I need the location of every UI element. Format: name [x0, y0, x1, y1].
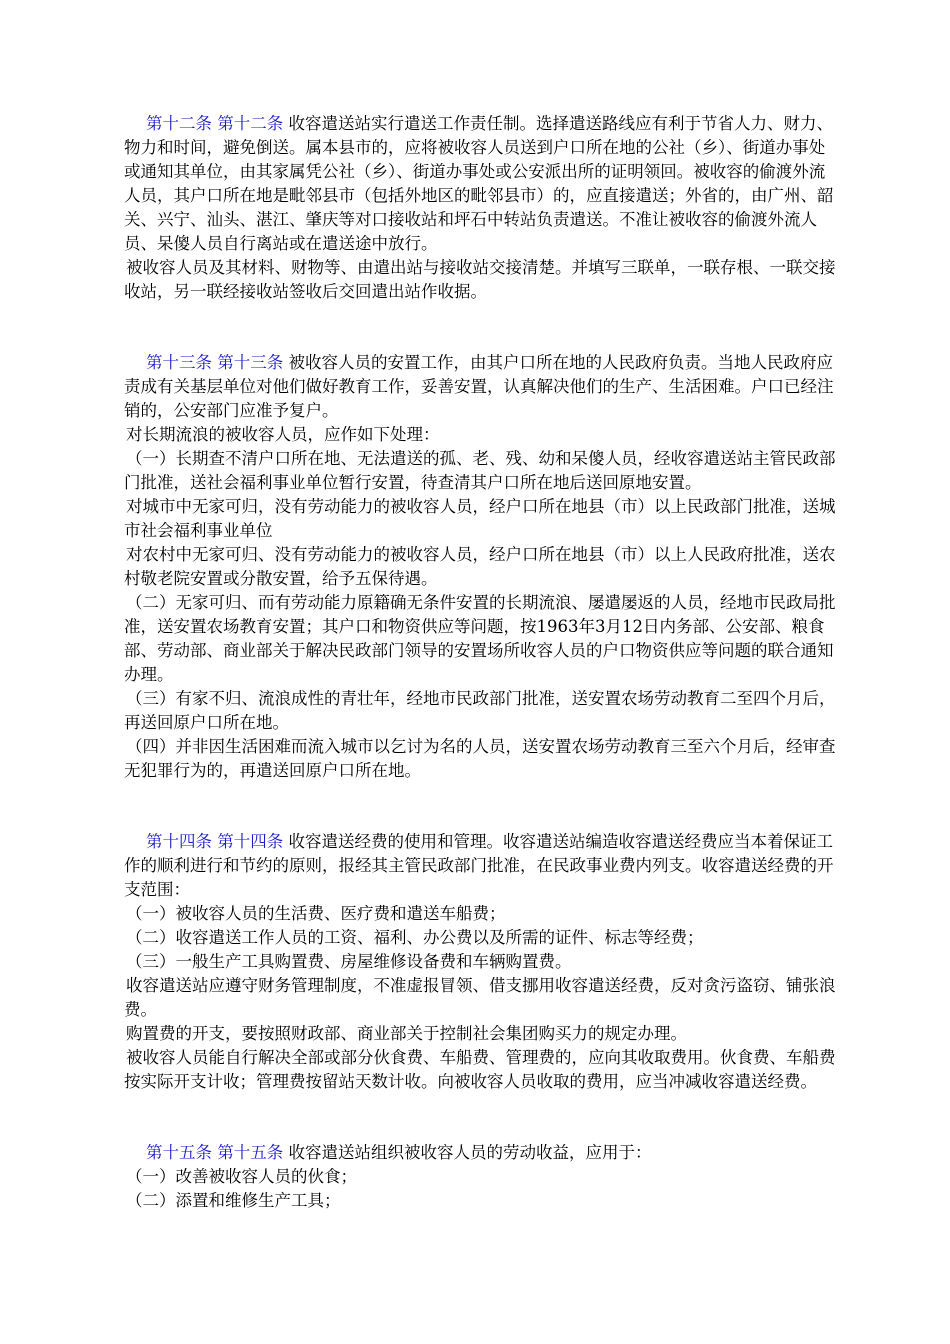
article-paragraph: （三）有家不归、流浪成性的青壮年，经地市民政部门批准，送安置农场劳动教育二至四个月后，再送回原户口所在地。: [124, 689, 836, 732]
article-paragraph: （二）无家可归、而有劳动能力原籍确无条件安置的长期流浪、屡遣屡返的人员，经地市民政局批准，送安置农场教育安置；其户口和物资供应等问题，按1963年3月12日内务部、公安部、粮食部、劳动部、商业部关于解决民政部门领导的安置场所收容人员的户口物资供应等问题的联合通知办理。: [124, 593, 836, 684]
article-paragraph: 对城市中无家可归，没有劳动能力的被收容人员，经户口所在地县（市）以上民政部门批准，送城市社会福利事业单位: [124, 497, 836, 540]
article-paragraph: （二）收容遣送工作人员的工资、福利、办公费以及所需的证件、标志等经费；: [126, 928, 704, 947]
article-lead-text: 被收容人员的安置工作，由其户口所在地的人民政府负责。当地人民政府应责成有关基层单位对他们做好教育工作，妥善安置，认真解决他们的生产、生活困难。户口已经注销的，公安部门应准予复户。: [124, 353, 834, 420]
article-lead-text: 收容遣送经费的使用和管理。收容遣送站编造收容遣送经费应当本着保证工作的顺利进行和节约的原则，报经其主管民政部门批准，在民政事业费内列支。收容遣送经费的开支范围：: [124, 832, 834, 899]
article-paragraph: （四）并非因生活困难而流入城市以乞讨为名的人员，送安置农场劳动教育三至六个月后，经审查无犯罪行为的，再遣送回原户口所在地。: [124, 737, 836, 780]
article-paragraph: 对农村中无家可归、没有劳动能力的被收容人员，经户口所在地县（市）以上人民政府批准，送农村敬老院安置或分散安置，给予五保待遇。: [124, 545, 836, 588]
article-lead-paragraph: [124, 1141, 836, 1165]
article-lead-paragraph: [124, 112, 836, 256]
document-page: [124, 112, 836, 1213]
article-paragraph: 购置费的开支，要按照财政部、商业部关于控制社会集团购买力的规定办理。: [126, 1024, 687, 1043]
article-paragraph: （三）一般生产工具购置费、房屋维修设备费和车辆购置费。: [126, 952, 572, 971]
article-number-repeat: 第十四条: [217, 832, 284, 851]
article-lead-paragraph: [124, 830, 836, 902]
article-lead-text: 收容遣送站组织被收容人员的劳动收益，应用于：: [288, 1143, 652, 1162]
article-14: [124, 830, 836, 1094]
article-paragraph: （二）添置和维修生产工具；: [126, 1191, 341, 1210]
article-number: 第十二条: [146, 114, 212, 133]
article-lead-text: 收容遣送站实行遣送工作责任制。选择遣送路线应有利于节省人力、财力、物力和时间，避免倒送。属本县市的，应将被收容人员送到户口所在地的公社（乡）、街道办事处或通知其单位，由其家属凭公社（乡）、街道办事处或公安派出所的证明领回。被收容的偷渡外流人员，其户口所在地是毗邻县市（包括外地区的毗邻县市）的，应直接遣送；外省的，由广州、韶关、兴宁、汕头、湛江、肇庆等对口接收站和坪石中转站负责遣送。不准让被收容的偷渡外流人员、呆傻人员自行离站或在遣送途中放行。: [124, 114, 834, 253]
article-number-repeat: 第十五条: [217, 1143, 284, 1162]
article-paragraph: （一）改善被收容人员的伙食；: [126, 1167, 357, 1186]
article-number-repeat: 第十三条: [217, 353, 284, 372]
article-paragraph: 收容遣送站应遵守财务管理制度，不准虚报冒领、借支挪用收容遣送经费，反对贪污盗窃、铺张浪费。: [124, 976, 836, 1019]
article-paragraph: 被收容人员能自行解决全部或部分伙食费、车船费、管理费的，应向其收取费用。伙食费、车船费按实际开支计收；管理费按留站天数计收。向被收容人员收取的费用，应当冲减收容遣送经费。: [124, 1048, 836, 1091]
article-13: [124, 351, 836, 783]
article-number: 第十五条: [146, 1143, 212, 1162]
article-paragraph: （一）被收容人员的生活费、医疗费和遣送车船费；: [126, 904, 506, 923]
article-15: [124, 1141, 836, 1213]
article-paragraph: （一）长期查不清户口所在地、无法遣送的孤、老、残、幼和呆傻人员，经收容遣送站主管民政部门批准，送社会福利事业单位暂行安置，待查清其户口所在地后送回原地安置。: [124, 449, 836, 492]
article-number: 第十三条: [146, 353, 212, 372]
article-12: [124, 112, 836, 304]
article-paragraph: 被收容人员及其材料、财物等、由遣出站与接收站交接清楚。并填写三联单，一联存根、一联交接收站，另一联经接收站签收后交回遣出站作收据。: [124, 258, 836, 301]
article-number: 第十四条: [146, 832, 212, 851]
article-paragraph: 对长期流浪的被收容人员，应作如下处理：: [126, 425, 440, 444]
article-lead-paragraph: [124, 351, 836, 423]
article-number-repeat: 第十二条: [217, 114, 284, 133]
